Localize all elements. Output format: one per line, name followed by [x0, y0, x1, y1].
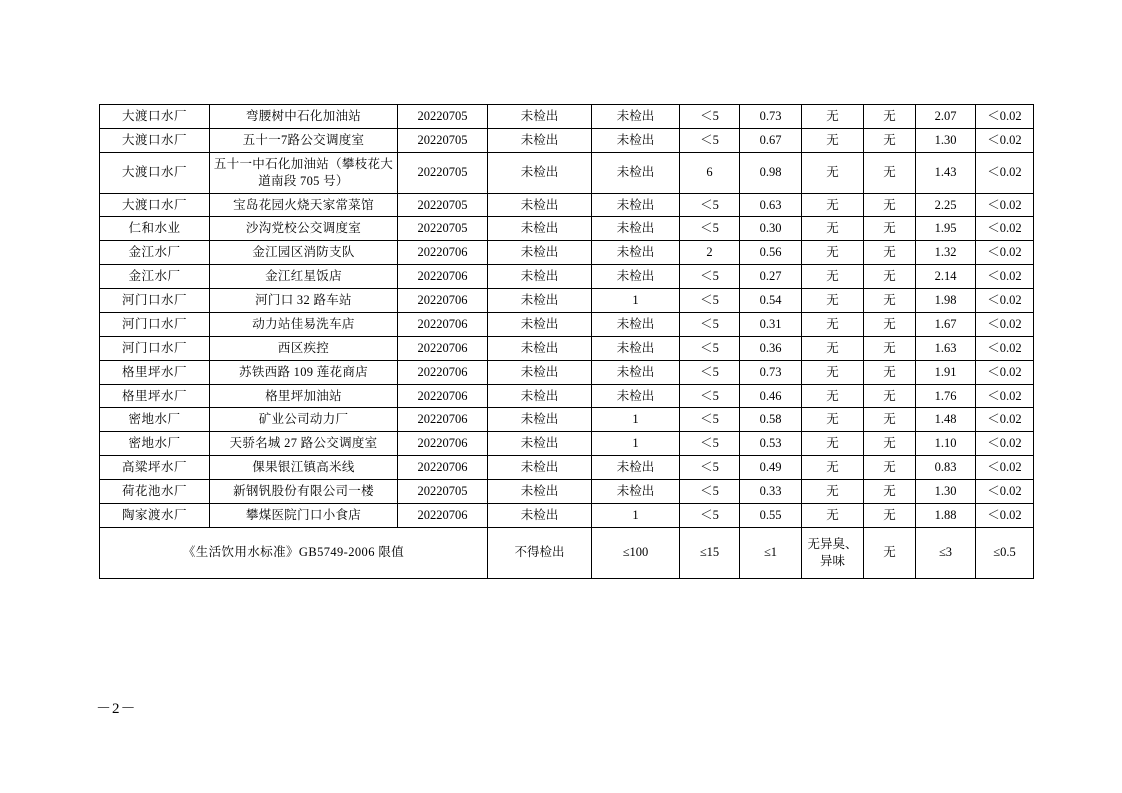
cell-residual-chlorine: 0.63 — [740, 193, 802, 217]
cell-visible-matter: 无 — [802, 456, 864, 480]
cell-residual-chlorine: 0.49 — [740, 456, 802, 480]
cell-oxygen-consumption: 1.95 — [916, 217, 976, 241]
cell-residual-chlorine: 0.31 — [740, 312, 802, 336]
cell-visible-matter: 无 — [802, 128, 864, 152]
cell-date: 20220706 — [398, 384, 488, 408]
cell-residual-chlorine: 0.56 — [740, 241, 802, 265]
cell-coliform: 1 — [592, 289, 680, 313]
cell-ammonia: ＜0.02 — [976, 408, 1034, 432]
cell-turbidity: ＜5 — [680, 384, 740, 408]
cell-turbidity: 2 — [680, 241, 740, 265]
cell-site: 五十一中石化加油站（攀枝花大道南段 705 号） — [210, 152, 398, 193]
cell-odor: 无 — [864, 336, 916, 360]
limit-odor-line1: 无异臭、 — [807, 536, 858, 551]
cell-oxygen-consumption: 1.91 — [916, 360, 976, 384]
table-row — [100, 360, 1034, 384]
cell-colony-count: 未检出 — [488, 289, 592, 313]
cell-turbidity: ＜5 — [680, 432, 740, 456]
cell-turbidity: ＜5 — [680, 217, 740, 241]
cell-visible-matter: 无 — [802, 336, 864, 360]
cell-turbidity: ＜5 — [680, 480, 740, 504]
cell-plant: 河门口水厂 — [100, 289, 210, 313]
cell-colony-count: 未检出 — [488, 480, 592, 504]
cell-date: 20220705 — [398, 128, 488, 152]
cell-colony-count: 未检出 — [488, 265, 592, 289]
table-row — [100, 432, 1034, 456]
table-row — [100, 217, 1034, 241]
table-row — [100, 408, 1034, 432]
cell-colony-count: 未检出 — [488, 312, 592, 336]
cell-date: 20220705 — [398, 217, 488, 241]
cell-odor: 无 — [864, 152, 916, 193]
cell-turbidity: ＜5 — [680, 289, 740, 313]
cell-residual-chlorine: 0.46 — [740, 384, 802, 408]
cell-ammonia: ＜0.02 — [976, 336, 1034, 360]
cell-plant: 河门口水厂 — [100, 312, 210, 336]
table-row — [100, 289, 1034, 313]
cell-date: 20220706 — [398, 241, 488, 265]
cell-site: 沙沟党校公交调度室 — [210, 217, 398, 241]
cell-date: 20220705 — [398, 480, 488, 504]
cell-plant: 格里坪水厂 — [100, 384, 210, 408]
cell-coliform: 未检出 — [592, 336, 680, 360]
cell-plant: 密地水厂 — [100, 408, 210, 432]
cell-oxygen-consumption: 1.76 — [916, 384, 976, 408]
cell-limit-odor: 无 — [864, 527, 916, 578]
cell-turbidity: ＜5 — [680, 408, 740, 432]
cell-site: 格里坪加油站 — [210, 384, 398, 408]
cell-limit-visible-matter — [802, 527, 864, 578]
cell-colony-count: 未检出 — [488, 503, 592, 527]
cell-site: 新钢钒股份有限公司一楼 — [210, 480, 398, 504]
cell-site: 金江红星饭店 — [210, 265, 398, 289]
cell-turbidity: ＜5 — [680, 193, 740, 217]
cell-odor: 无 — [864, 193, 916, 217]
cell-coliform: 未检出 — [592, 217, 680, 241]
cell-date: 20220705 — [398, 105, 488, 129]
cell-site: 攀煤医院门口小食店 — [210, 503, 398, 527]
cell-coliform: 未检出 — [592, 265, 680, 289]
cell-oxygen-consumption: 1.30 — [916, 128, 976, 152]
cell-coliform: 未检出 — [592, 456, 680, 480]
cell-coliform: 未检出 — [592, 193, 680, 217]
cell-ammonia: ＜0.02 — [976, 217, 1034, 241]
cell-residual-chlorine: 0.73 — [740, 105, 802, 129]
cell-turbidity: ＜5 — [680, 312, 740, 336]
cell-site: 金江园区消防支队 — [210, 241, 398, 265]
page-number: －2－ — [96, 701, 137, 717]
cell-site: 河门口 32 路车站 — [210, 289, 398, 313]
cell-oxygen-consumption: 2.14 — [916, 265, 976, 289]
table-row — [100, 152, 1034, 193]
cell-ammonia: ＜0.02 — [976, 456, 1034, 480]
cell-colony-count: 未检出 — [488, 241, 592, 265]
cell-odor: 无 — [864, 480, 916, 504]
cell-visible-matter: 无 — [802, 432, 864, 456]
cell-site: 苏铁西路 109 莲花商店 — [210, 360, 398, 384]
cell-date: 20220706 — [398, 360, 488, 384]
cell-oxygen-consumption: 1.98 — [916, 289, 976, 313]
cell-visible-matter: 无 — [802, 241, 864, 265]
water-quality-table-container — [99, 104, 1023, 579]
cell-ammonia: ＜0.02 — [976, 241, 1034, 265]
cell-ammonia: ＜0.02 — [976, 480, 1034, 504]
cell-site: 天骄名城 27 路公交调度室 — [210, 432, 398, 456]
cell-ammonia: ＜0.02 — [976, 152, 1034, 193]
cell-oxygen-consumption: 1.63 — [916, 336, 976, 360]
cell-odor: 无 — [864, 241, 916, 265]
cell-site: 动力站佳易洗车店 — [210, 312, 398, 336]
table-row — [100, 456, 1034, 480]
cell-limit-ammonia: ≤0.5 — [976, 527, 1034, 578]
cell-visible-matter: 无 — [802, 217, 864, 241]
table-body — [100, 105, 1034, 579]
table-row — [100, 480, 1034, 504]
cell-visible-matter: 无 — [802, 384, 864, 408]
cell-coliform: 未检出 — [592, 384, 680, 408]
cell-residual-chlorine: 0.53 — [740, 432, 802, 456]
cell-residual-chlorine: 0.30 — [740, 217, 802, 241]
cell-visible-matter: 无 — [802, 480, 864, 504]
cell-plant: 荷花池水厂 — [100, 480, 210, 504]
cell-ammonia: ＜0.02 — [976, 503, 1034, 527]
cell-colony-count: 未检出 — [488, 152, 592, 193]
cell-visible-matter: 无 — [802, 193, 864, 217]
cell-coliform: 1 — [592, 408, 680, 432]
table-row — [100, 105, 1034, 129]
cell-date: 20220706 — [398, 312, 488, 336]
cell-standard-label: 《生活饮用水标准》GB5749-2006 限值 — [100, 527, 488, 578]
cell-odor: 无 — [864, 312, 916, 336]
cell-date: 20220706 — [398, 503, 488, 527]
cell-ammonia: ＜0.02 — [976, 384, 1034, 408]
cell-odor: 无 — [864, 456, 916, 480]
cell-residual-chlorine: 0.67 — [740, 128, 802, 152]
cell-coliform: 未检出 — [592, 128, 680, 152]
limit-odor-line2: 异味 — [819, 553, 845, 568]
cell-ammonia: ＜0.02 — [976, 360, 1034, 384]
cell-residual-chlorine: 0.54 — [740, 289, 802, 313]
cell-oxygen-consumption: 1.32 — [916, 241, 976, 265]
cell-residual-chlorine: 0.58 — [740, 408, 802, 432]
cell-odor: 无 — [864, 432, 916, 456]
cell-plant: 格里坪水厂 — [100, 360, 210, 384]
cell-site: 宝岛花园火烧天家常菜馆 — [210, 193, 398, 217]
cell-residual-chlorine: 0.73 — [740, 360, 802, 384]
table-row — [100, 503, 1034, 527]
cell-turbidity: ＜5 — [680, 456, 740, 480]
cell-ammonia: ＜0.02 — [976, 265, 1034, 289]
cell-colony-count: 未检出 — [488, 360, 592, 384]
cell-colony-count: 未检出 — [488, 336, 592, 360]
cell-turbidity: ＜5 — [680, 105, 740, 129]
table-row — [100, 128, 1034, 152]
cell-coliform: 未检出 — [592, 241, 680, 265]
cell-odor: 无 — [864, 289, 916, 313]
cell-site: 西区疾控 — [210, 336, 398, 360]
cell-visible-matter: 无 — [802, 105, 864, 129]
cell-oxygen-consumption: 0.83 — [916, 456, 976, 480]
cell-coliform: 未检出 — [592, 152, 680, 193]
cell-visible-matter: 无 — [802, 312, 864, 336]
table-row — [100, 193, 1034, 217]
cell-oxygen-consumption: 2.25 — [916, 193, 976, 217]
cell-ammonia: ＜0.02 — [976, 193, 1034, 217]
cell-oxygen-consumption: 1.43 — [916, 152, 976, 193]
cell-visible-matter: 无 — [802, 289, 864, 313]
cell-visible-matter: 无 — [802, 408, 864, 432]
table-row — [100, 241, 1034, 265]
cell-plant: 大渡口水厂 — [100, 193, 210, 217]
cell-colony-count: 未检出 — [488, 432, 592, 456]
cell-colony-count: 未检出 — [488, 128, 592, 152]
cell-colony-count: 未检出 — [488, 217, 592, 241]
cell-coliform: 未检出 — [592, 360, 680, 384]
cell-plant: 密地水厂 — [100, 432, 210, 456]
cell-oxygen-consumption: 1.10 — [916, 432, 976, 456]
cell-date: 20220705 — [398, 152, 488, 193]
cell-date: 20220706 — [398, 456, 488, 480]
cell-odor: 无 — [864, 408, 916, 432]
cell-plant: 金江水厂 — [100, 241, 210, 265]
cell-oxygen-consumption: 1.48 — [916, 408, 976, 432]
cell-turbidity: 6 — [680, 152, 740, 193]
water-quality-table — [99, 104, 1034, 579]
cell-colony-count: 未检出 — [488, 456, 592, 480]
cell-plant: 高粱坪水厂 — [100, 456, 210, 480]
cell-visible-matter: 无 — [802, 152, 864, 193]
cell-odor: 无 — [864, 105, 916, 129]
cell-oxygen-consumption: 1.88 — [916, 503, 976, 527]
cell-coliform: 未检出 — [592, 480, 680, 504]
cell-turbidity: ＜5 — [680, 360, 740, 384]
cell-odor: 无 — [864, 265, 916, 289]
cell-ammonia: ＜0.02 — [976, 432, 1034, 456]
cell-limit-oxygen-consumption: ≤3 — [916, 527, 976, 578]
cell-plant: 金江水厂 — [100, 265, 210, 289]
cell-limit-turbidity: ≤15 — [680, 527, 740, 578]
cell-turbidity: ＜5 — [680, 336, 740, 360]
cell-limit-residual-chlorine: ≤1 — [740, 527, 802, 578]
cell-plant: 大渡口水厂 — [100, 128, 210, 152]
table-row — [100, 312, 1034, 336]
cell-oxygen-consumption: 2.07 — [916, 105, 976, 129]
cell-site: 倮果银江镇高米线 — [210, 456, 398, 480]
cell-odor: 无 — [864, 503, 916, 527]
cell-ammonia: ＜0.02 — [976, 289, 1034, 313]
cell-oxygen-consumption: 1.67 — [916, 312, 976, 336]
cell-ammonia: ＜0.02 — [976, 105, 1034, 129]
cell-date: 20220706 — [398, 408, 488, 432]
cell-turbidity: ＜5 — [680, 128, 740, 152]
table-row — [100, 384, 1034, 408]
cell-coliform: 1 — [592, 432, 680, 456]
cell-date: 20220706 — [398, 336, 488, 360]
table-row — [100, 336, 1034, 360]
cell-plant: 大渡口水厂 — [100, 105, 210, 129]
table-row-standard-limits — [100, 527, 1034, 578]
cell-visible-matter: 无 — [802, 360, 864, 384]
cell-ammonia: ＜0.02 — [976, 312, 1034, 336]
cell-coliform: 未检出 — [592, 312, 680, 336]
cell-turbidity: ＜5 — [680, 265, 740, 289]
cell-odor: 无 — [864, 128, 916, 152]
cell-residual-chlorine: 0.27 — [740, 265, 802, 289]
cell-date: 20220706 — [398, 289, 488, 313]
cell-residual-chlorine: 0.33 — [740, 480, 802, 504]
cell-oxygen-consumption: 1.30 — [916, 480, 976, 504]
cell-plant: 大渡口水厂 — [100, 152, 210, 193]
cell-colony-count: 未检出 — [488, 105, 592, 129]
cell-odor: 无 — [864, 217, 916, 241]
cell-plant: 陶家渡水厂 — [100, 503, 210, 527]
cell-colony-count: 未检出 — [488, 193, 592, 217]
cell-coliform: 1 — [592, 503, 680, 527]
cell-visible-matter: 无 — [802, 503, 864, 527]
table-row — [100, 265, 1034, 289]
cell-limit-colony-count: 不得检出 — [488, 527, 592, 578]
cell-date: 20220705 — [398, 193, 488, 217]
cell-site: 五十一7路公交调度室 — [210, 128, 398, 152]
cell-ammonia: ＜0.02 — [976, 128, 1034, 152]
cell-odor: 无 — [864, 360, 916, 384]
cell-visible-matter: 无 — [802, 265, 864, 289]
cell-limit-coliform: ≤100 — [592, 527, 680, 578]
cell-colony-count: 未检出 — [488, 384, 592, 408]
cell-coliform: 未检出 — [592, 105, 680, 129]
cell-residual-chlorine: 0.98 — [740, 152, 802, 193]
cell-date: 20220706 — [398, 432, 488, 456]
cell-plant: 仁和水业 — [100, 217, 210, 241]
cell-plant: 河门口水厂 — [100, 336, 210, 360]
cell-colony-count: 未检出 — [488, 408, 592, 432]
cell-odor: 无 — [864, 384, 916, 408]
cell-residual-chlorine: 0.55 — [740, 503, 802, 527]
cell-date: 20220706 — [398, 265, 488, 289]
cell-site: 弯腰树中石化加油站 — [210, 105, 398, 129]
cell-turbidity: ＜5 — [680, 503, 740, 527]
cell-residual-chlorine: 0.36 — [740, 336, 802, 360]
cell-site: 矿业公司动力厂 — [210, 408, 398, 432]
